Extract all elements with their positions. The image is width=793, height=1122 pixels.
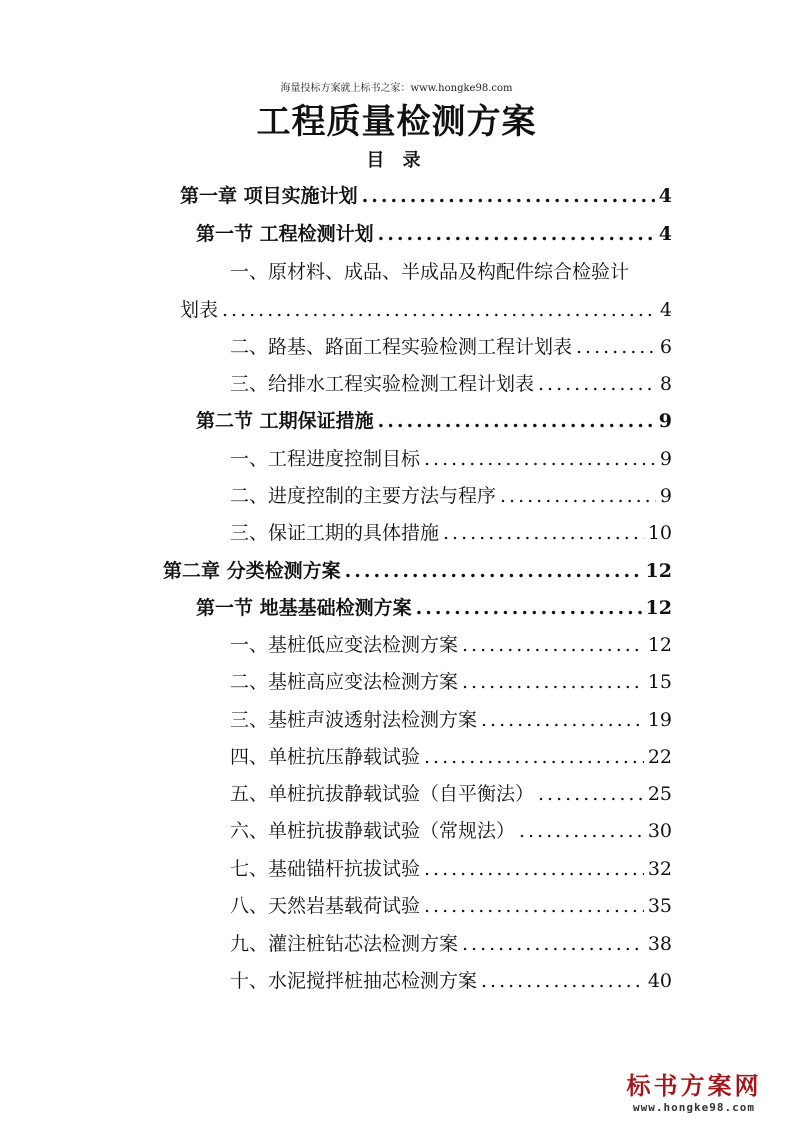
toc-item-entry[interactable] bbox=[230, 966, 672, 992]
toc-leader-dots bbox=[462, 933, 644, 955]
toc-chapter-entry[interactable] bbox=[180, 181, 672, 207]
toc-leader-dots bbox=[345, 560, 642, 582]
toc-entry-label: 六、单桩抗拔静载试验（常规法） bbox=[230, 820, 516, 842]
toc-item-entry[interactable] bbox=[180, 295, 672, 321]
toc-entry-label: 第一节 地基基础检测方案 bbox=[196, 597, 412, 619]
toc-leader-dots bbox=[424, 895, 644, 917]
toc-entry-page: 4 bbox=[658, 185, 672, 207]
toc-leader-dots bbox=[481, 709, 644, 731]
toc-leader-dots bbox=[538, 783, 644, 805]
toc-entry-label: 十、水泥搅拌桩抽芯检测方案 bbox=[230, 970, 478, 992]
toc-entry-page: 10 bbox=[647, 522, 672, 544]
toc-item-entry[interactable] bbox=[230, 779, 672, 805]
toc-entry-page: 6 bbox=[659, 336, 672, 358]
toc-entry-label: 二、路基、路面工程实验检测工程计划表 bbox=[230, 336, 573, 358]
toc-entry-label: 划表 bbox=[180, 299, 219, 321]
toc-entry-label: 一、工程进度控制目标 bbox=[230, 448, 421, 470]
toc-leader-dots bbox=[424, 448, 656, 470]
toc-leader-dots bbox=[378, 223, 655, 245]
toc-entry-page: 40 bbox=[647, 970, 672, 992]
toc-entry-label: 八、天然岩基载荷试验 bbox=[230, 895, 421, 917]
toc-entry-label: 五、单桩抗拔静载试验（自平衡法） bbox=[230, 783, 535, 805]
toc-item-entry[interactable] bbox=[230, 444, 672, 470]
toc-entry-page: 35 bbox=[647, 895, 672, 917]
toc-entry-page: 19 bbox=[647, 709, 672, 731]
toc-entry-page: 25 bbox=[647, 783, 672, 805]
toc-entry-page: 4 bbox=[659, 299, 672, 321]
toc-chapter-entry[interactable] bbox=[163, 556, 672, 582]
toc-item-entry[interactable] bbox=[230, 742, 672, 768]
header-note: 海量投标方案就上标书之家：www.hongke98.com bbox=[280, 83, 513, 94]
toc-entry-label-line1[interactable]: 一、原材料、成品、半成品及构配件综合检验计 bbox=[230, 261, 630, 283]
toc-section-entry[interactable] bbox=[196, 406, 672, 432]
toc-entry-page: 12 bbox=[645, 560, 672, 582]
toc-leader-dots bbox=[576, 336, 656, 358]
toc-leader-dots bbox=[481, 970, 644, 992]
toc-entry-label: 三、基桩声波透射法检测方案 bbox=[230, 709, 478, 731]
toc-entry-page: 32 bbox=[647, 858, 672, 880]
toc-entry-page: 4 bbox=[658, 223, 672, 245]
toc-item-entry[interactable] bbox=[230, 630, 672, 656]
toc-leader-dots bbox=[538, 373, 656, 395]
toc-entry-page: 9 bbox=[659, 448, 672, 470]
toc-entry-label: 第二节 工期保证措施 bbox=[196, 410, 374, 432]
toc-leader-dots bbox=[222, 299, 656, 321]
toc-entry-page: 38 bbox=[647, 933, 672, 955]
toc-entry-page: 12 bbox=[647, 634, 672, 656]
toc-leader-dots bbox=[416, 597, 642, 619]
toc-entry-label: 第一章 项目实施计划 bbox=[180, 185, 358, 207]
toc-entry-label: 二、进度控制的主要方法与程序 bbox=[230, 485, 497, 507]
toc-leader-dots bbox=[462, 634, 644, 656]
toc-entry-label: 第一节 工程检测计划 bbox=[196, 223, 374, 245]
toc-entry-page: 22 bbox=[647, 746, 672, 768]
toc-entry-label: 一、基桩低应变法检测方案 bbox=[230, 634, 459, 656]
toc-leader-dots bbox=[462, 671, 644, 693]
toc-item-entry[interactable] bbox=[230, 667, 672, 693]
toc-leader-dots bbox=[378, 410, 655, 432]
watermark-url: www.hongke98.com bbox=[633, 1101, 755, 1114]
toc-item-entry[interactable] bbox=[230, 854, 672, 880]
toc-entry-label: 四、单桩抗压静载试验 bbox=[230, 746, 421, 768]
toc-entry-page: 9 bbox=[659, 485, 672, 507]
toc-leader-dots bbox=[424, 858, 644, 880]
toc-entry-label: 七、基础锚杆抗拔试验 bbox=[230, 858, 421, 880]
toc-item-entry[interactable] bbox=[230, 891, 672, 917]
toc-item-entry[interactable] bbox=[230, 816, 672, 842]
site-watermark bbox=[609, 1066, 779, 1114]
toc-entry-label: 三、给排水工程实验检测工程计划表 bbox=[230, 373, 535, 395]
toc-entry-page: 15 bbox=[647, 671, 672, 693]
toc-entry-page: 30 bbox=[647, 820, 672, 842]
toc-entry-label: 第二章 分类检测方案 bbox=[163, 560, 341, 582]
toc-leader-dots bbox=[500, 485, 656, 507]
toc-entry-label: 三、保证工期的具体措施 bbox=[230, 522, 440, 544]
toc-item-entry[interactable] bbox=[230, 332, 672, 358]
toc-leader-dots bbox=[443, 522, 644, 544]
toc-leader-dots bbox=[519, 820, 644, 842]
toc-entry-label: 二、基桩高应变法检测方案 bbox=[230, 671, 459, 693]
toc-item-entry[interactable] bbox=[230, 369, 672, 395]
toc-item-entry[interactable] bbox=[230, 705, 672, 731]
document-title: 工程质量检测方案 bbox=[256, 102, 537, 142]
toc-entry-page: 8 bbox=[659, 373, 672, 395]
watermark-title: 标书方案网 bbox=[626, 1072, 762, 1100]
toc-leader-dots bbox=[424, 746, 644, 768]
toc-item-entry[interactable] bbox=[230, 518, 672, 544]
toc-item-entry[interactable] bbox=[230, 929, 672, 955]
toc-heading: 目 录 bbox=[366, 150, 427, 171]
toc-entry-page: 9 bbox=[658, 410, 672, 432]
toc-section-entry[interactable] bbox=[196, 593, 672, 619]
toc-leader-dots bbox=[362, 185, 655, 207]
toc-item-entry[interactable] bbox=[230, 481, 672, 507]
toc-entry-page: 12 bbox=[645, 597, 672, 619]
toc-section-entry[interactable] bbox=[196, 219, 672, 245]
toc-entry-label: 九、灌注桩钻芯法检测方案 bbox=[230, 933, 459, 955]
